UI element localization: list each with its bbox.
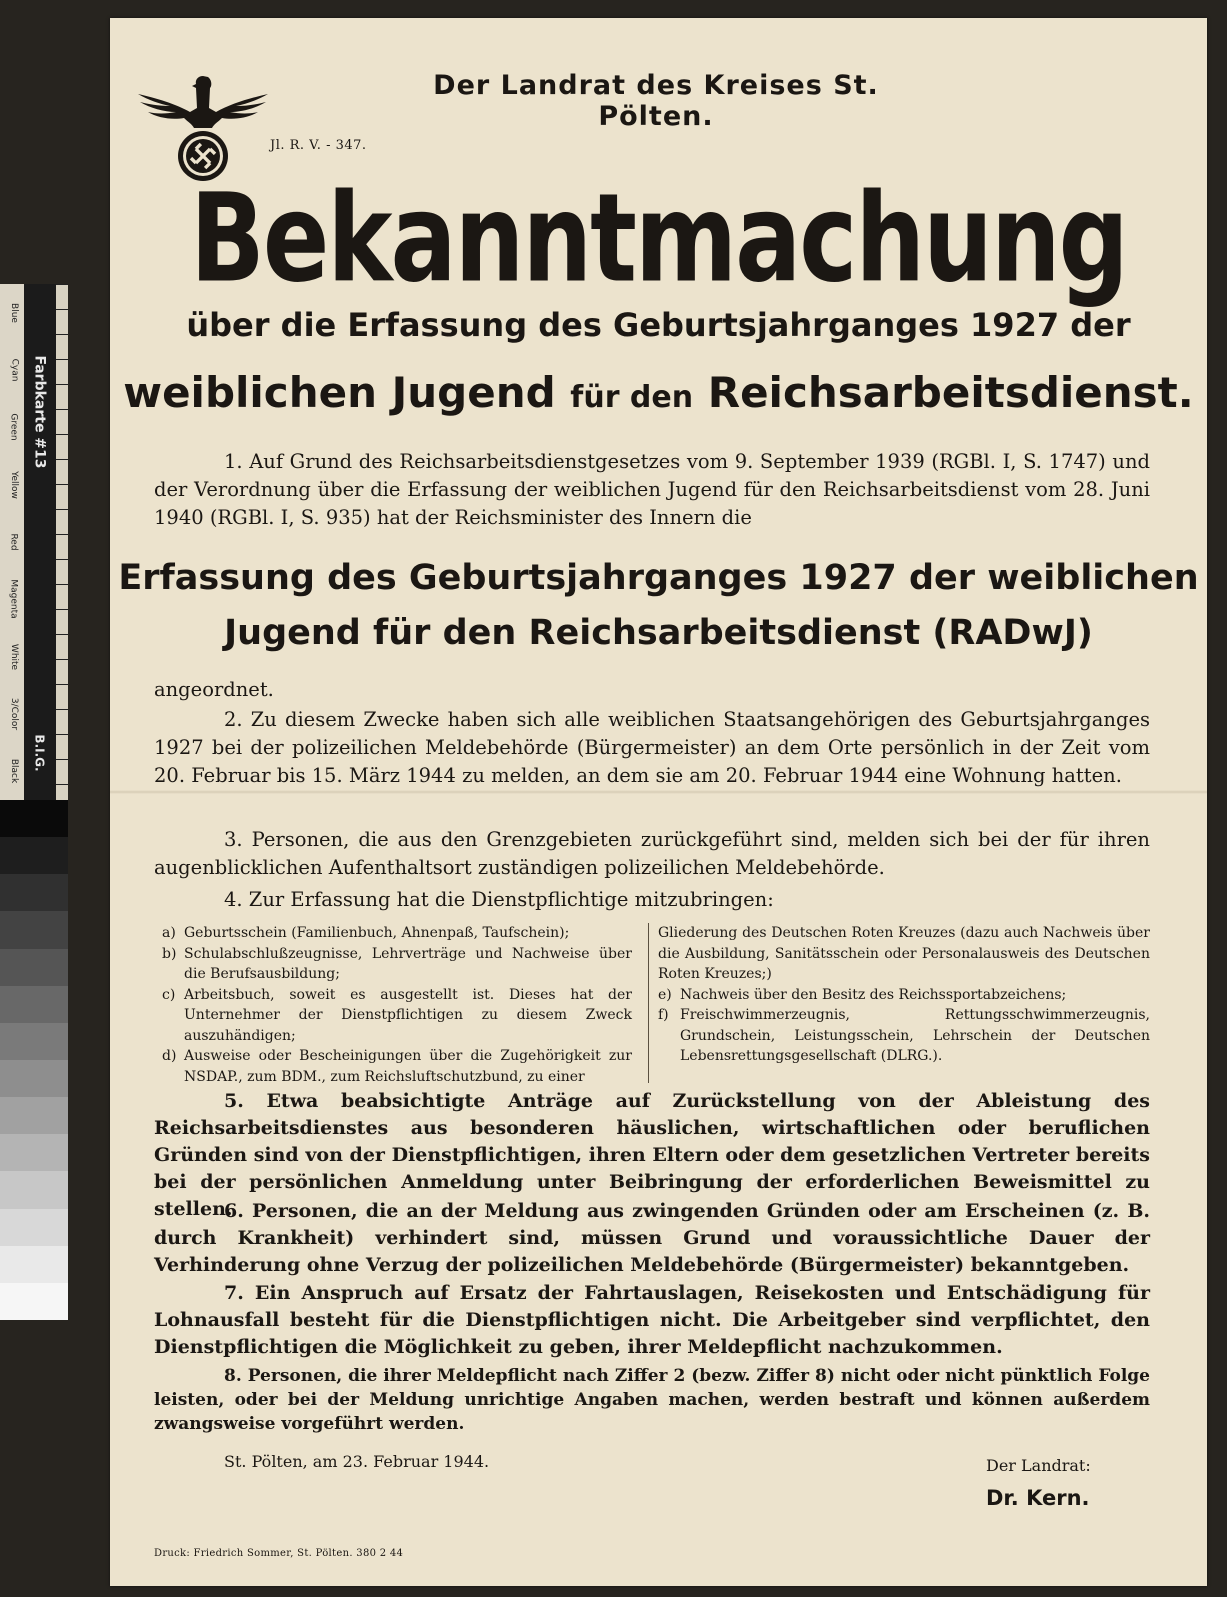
emphasis-line-1: Erfassung des Geburtsjahrganges 1927 der weiblichen <box>118 558 1199 598</box>
subheading-line-2 <box>110 368 1207 417</box>
color-chart-label: Magenta <box>9 579 19 619</box>
grey-step <box>0 800 68 837</box>
color-chart-label: Black <box>9 759 20 784</box>
grey-step <box>0 1060 68 1097</box>
color-chart-label: White <box>9 643 20 670</box>
color-chart-label: Green <box>9 413 20 441</box>
signer-title: Der Landrat: <box>986 1456 1091 1475</box>
color-chart-brand: B.I.G. <box>33 734 48 772</box>
list-item: a) Geburtsschein (Familienbuch, Ahnenpaß, Taufschein); <box>162 925 570 941</box>
angeordnet-text: angeordnet. <box>154 678 274 701</box>
grey-step <box>0 986 68 1023</box>
place-and-date: St. Pölten, am 23. Februar 1944. <box>224 1452 490 1471</box>
document-list-right <box>658 923 1150 1067</box>
paper-fold <box>110 790 1207 794</box>
paragraph-1: 1. Auf Grund des Reichsarbeitsdienstgesetzes vom 9. September 1939 (RGBl. I, S. 1747) und der Verordnung über die Erfassung der weiblichen Jugend für den Reichsarbeitsdienst vom 28. Juni 1940 (RGBl. I, S. 935) hat der Reichsminister des Innern die <box>154 450 1150 529</box>
grey-step <box>0 1023 68 1060</box>
paragraph-3: 3. Personen, die aus den Grenzgebieten zurückgeführt sind, melden sich bei der für ihren augenblicklichen Aufenthaltsort zuständigen polizeilichen Meldebehörde. <box>154 828 1150 879</box>
paragraph-4: 4. Zur Erfassung hat die Dienstpflichtige mitzubringen: <box>224 888 774 911</box>
list-item-continuation: Gliederung des Deutschen Roten Kreuzes (dazu auch Nachweis über die Ausbildung, Sanitätsschein oder Personalausweis des Deutschen Roten Kreuzes;) <box>658 925 1150 982</box>
color-chart-label: Blue <box>8 302 19 323</box>
grey-step <box>0 1097 68 1134</box>
poster <box>110 18 1207 1586</box>
document-list-left <box>162 923 632 1087</box>
list-item: d) Ausweise oder Bescheinigungen über die Zugehörigkeit zur NSDAP., zum BDM., zum Reichsluftschutzbund, zu einer <box>162 1048 632 1085</box>
eagle-emblem-icon <box>136 68 271 183</box>
emphasis-line-2: Jugend für den Reichsarbeitsdienst (RADwJ) <box>224 613 1093 653</box>
list-item: b) Schulabschlußzeugnisse, Lehrverträge und Nachweise über die Berufsausbildung; <box>162 945 632 982</box>
color-chart-ruler <box>0 284 68 800</box>
grey-step <box>0 1283 68 1320</box>
signer-name: Dr. Kern. <box>986 1486 1090 1510</box>
grey-step <box>0 1171 68 1208</box>
paragraph-8: 8. Personen, die ihrer Meldepflicht nach Ziffer 2 (bezw. Ziffer 8) nicht oder nicht pünktlich Folge leisten, oder bei der Meldung unrichtige Angaben machen, werden bestraft und können außerdem zwangsweise vorgeführt werden. <box>154 1366 1150 1434</box>
grey-step <box>0 1246 68 1283</box>
subheading-part-a: weiblichen Jugend <box>123 368 556 417</box>
printer-imprint: Druck: Friedrich Sommer, St. Pölten. 380 2 44 <box>154 1548 404 1559</box>
color-chart-title: Farbkarte #13 <box>32 355 48 469</box>
grey-step <box>0 949 68 986</box>
color-chart-label: Cyan <box>9 358 19 382</box>
subheading-line-1: über die Erfassung des Geburtsjahrganges 1927 der <box>186 306 1131 344</box>
column-divider <box>648 923 649 1083</box>
grey-step <box>0 911 68 948</box>
paragraph-6: 6. Personen, die an der Meldung aus zwingenden Gründen oder am Erscheinen (z. B. durch Krankheit) verhindert sind, müssen Grund und voraussichtliche Dauer der Verhinderung ohne Verzug der polizeilichen Meldebehörde (Bürgermeister) bekanntgeben. <box>154 1200 1150 1276</box>
page-title: Bekanntmachung <box>190 168 1127 311</box>
list-item: f) Freischwimmerzeugnis, Rettungsschwimmerzeugnis, Grundschein, Leistungsschein, Lehrschein der Deutschen Lebensrettungsgesellschaft (DLRG.). <box>658 1007 1150 1064</box>
reference-number: Jl. R. V. - 347. <box>270 138 367 153</box>
grey-scale-steps <box>0 800 68 1320</box>
grey-step <box>0 874 68 911</box>
grey-step <box>0 1134 68 1171</box>
subheading-part-c: Reichsarbeitsdienst. <box>707 368 1194 417</box>
grey-step <box>0 837 68 874</box>
issuing-authority: Der Landrat des Kreises St. Pölten. <box>433 70 879 132</box>
list-item: e) Nachweis über den Besitz des Reichssportabzeichens; <box>658 986 1067 1003</box>
color-chart-label: Red <box>8 533 19 551</box>
paragraph-2: 2. Zu diesem Zwecke haben sich alle weiblichen Staatsangehörigen des Geburtsjahrganges 1927 bei der polizeilichen Meldebehörde (Bürgermeister) an dem Orte persönlich in der Zeit vom 20. Februar bis 15. März 1944 zu melden, an dem sie am 20. Februar 1944 eine Wohnung hatten. <box>154 708 1150 787</box>
color-chart-label: Yellow <box>9 470 19 499</box>
list-item: c) Arbeitsbuch, soweit es ausgestellt ist. Dieses hat der Unternehmer der Dienstpflichtigen zu diesem Zweck auszuhändigen; <box>162 986 632 1044</box>
subheading-part-b: für den <box>570 380 694 415</box>
color-chart-labels <box>4 284 24 800</box>
grey-step <box>0 1209 68 1246</box>
color-chart-label: 3/Color <box>9 697 20 731</box>
ruler-ticks <box>56 284 68 800</box>
paragraph-7: 7. Ein Anspruch auf Ersatz der Fahrtauslagen, Reisekosten und Entschädigung für Lohnausfall besteht für die Dienstpflichtigen nicht. Die Arbeitgeber sind verpflichtet, den Dienstpflichtigen die Möglichkeit zu geben, ihrer Meldepflicht nachzukommen. <box>154 1282 1150 1358</box>
paragraph-5: 5. Etwa beabsichtigte Anträge auf Zurückstellung von der Ableistung des Reichsarbeitsdienstes aus besonderen häuslichen, wirtschaftlichen oder beruflichen Gründen sind von der Dienstpflichtigen, ihren Eltern oder dem gesetzlichen Vertreter bereits bei der persönlichen Anmeldung unter Beibringung der erforderlichen Beweismittel zu stellen. <box>154 1090 1150 1220</box>
